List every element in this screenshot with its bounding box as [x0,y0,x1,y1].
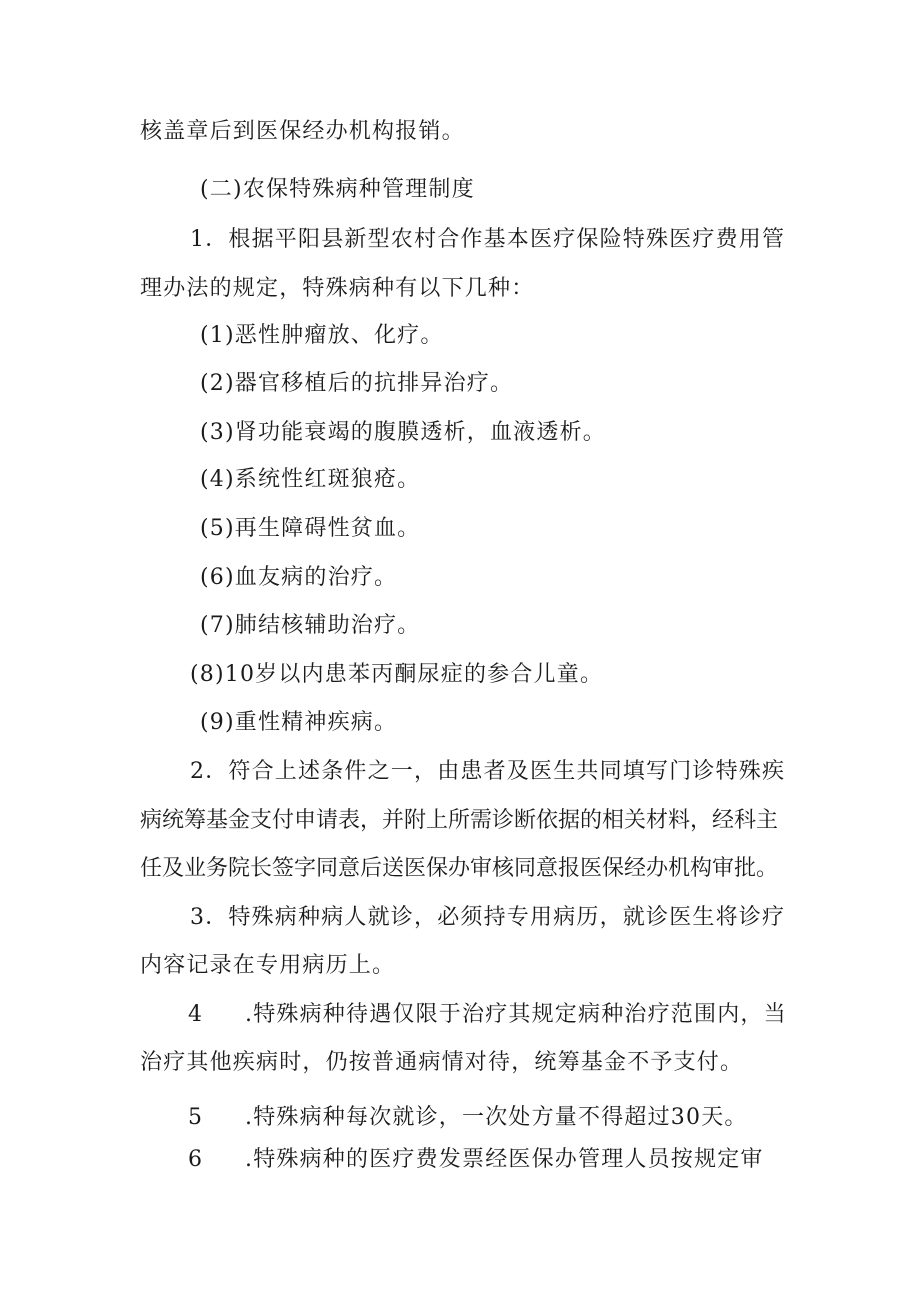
item-4-line-1: .特殊病种待遇仅限于治疗其规定病种治疗范围内，当 [245,1002,787,1027]
item-6-line-1: .特殊病种的医疗费发票经医保办管理人员按规定审 [245,1147,764,1172]
disease-4: (4)系统性红斑狼疮。 [200,467,421,492]
text-line-continuation: 核盖章后到医保经办机构报销。 [140,119,465,144]
disease-1: (1)恶性肿瘤放、化疗。 [200,323,444,348]
disease-5: (5)再生障碍性贫血。 [200,516,421,541]
disease-7: (7)肺结核辅助治疗。 [200,613,421,638]
disease-6: (6)血友病的治疗。 [200,565,398,590]
item-3-line-2: 内容记录在专用病历上。 [140,953,396,978]
item-2-line-3: 任及业务院长签字同意后送医保办审核同意报医保经办机构审批。 [140,856,779,881]
item-4-number: 4 [188,1002,204,1027]
item-1-line-1: 1．根据平阳县新型农村合作基本医疗保险特殊医疗费用管 [190,227,786,252]
section-heading: (二)农保特殊病种管理制度 [200,177,475,202]
item-1-line-2: 理办法的规定，特殊病种有以下几种： [140,276,535,301]
disease-3: (3)肾功能衰竭的腹膜透析，血液透析。 [200,420,606,445]
disease-8: (8)10岁以内患苯丙酮尿症的参合儿童。 [190,662,604,687]
disease-2: (2)器官移植后的抗排异治疗。 [200,371,514,396]
item-2-line-2: 病统筹基金支付申请表，并附上所需诊断依据的相关材料，经科主 [140,808,779,833]
item-2-line-1: 2．符合上述条件之一，由患者及医生共同填写门诊特殊疾 [190,759,786,784]
item-6-number: 6 [188,1147,204,1172]
item-3-line-1: 3．特殊病种病人就诊，必须持专用病历，就诊医生将诊疗 [190,905,786,930]
item-5-line-1: .特殊病种每次就诊，一次处方量不得超过30天。 [245,1105,748,1130]
item-4-line-2: 治疗其他疾病时，仍按普通病情对待，统筹基金不予支付。 [140,1050,744,1075]
disease-9: (9)重性精神疾病。 [200,710,398,735]
item-5-number: 5 [188,1105,204,1130]
